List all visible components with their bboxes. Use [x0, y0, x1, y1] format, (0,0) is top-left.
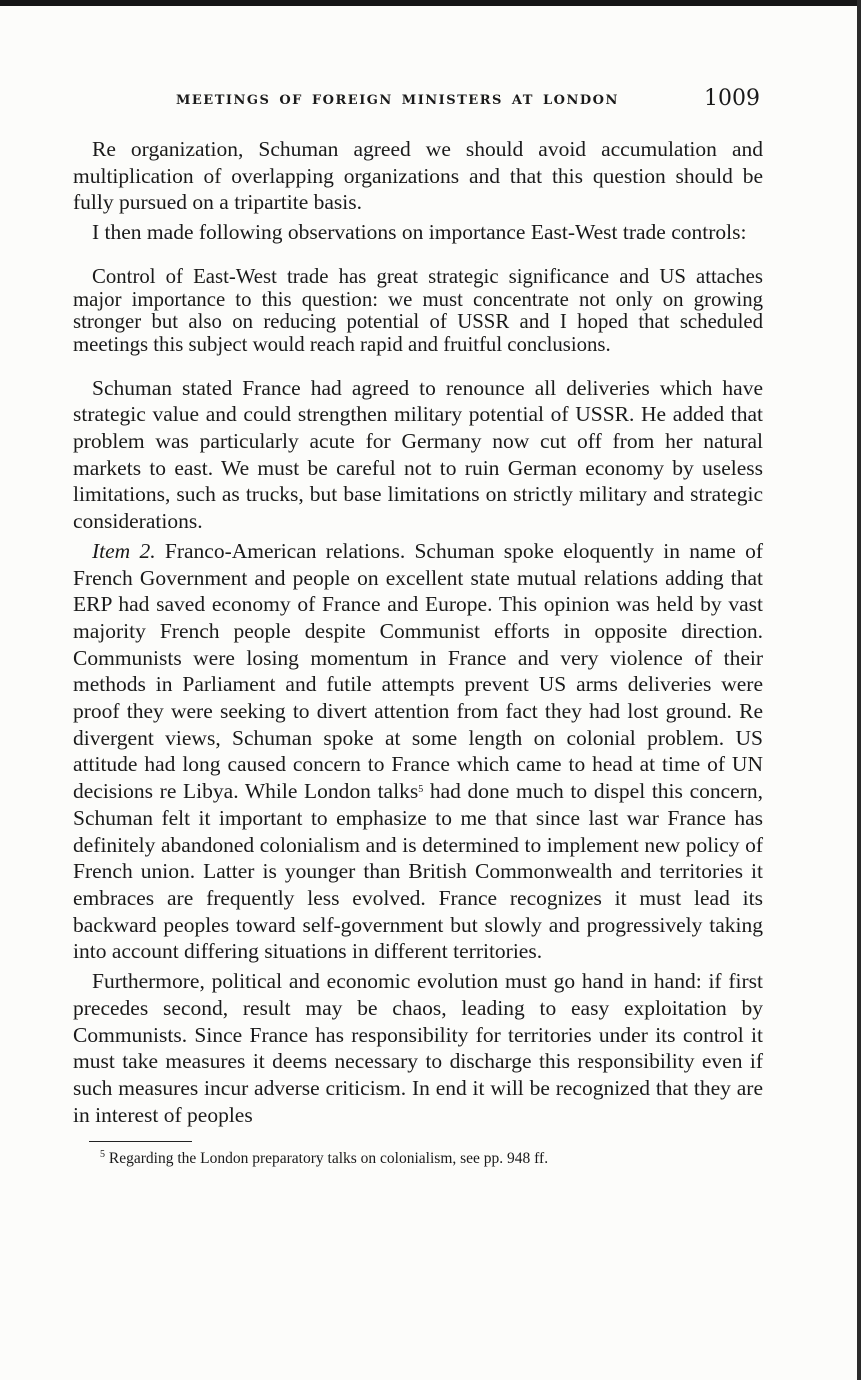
running-title: MEETINGS OF FOREIGN MINISTERS AT LONDON	[176, 93, 619, 108]
running-head	[73, 86, 763, 126]
page-number: 1009	[704, 86, 760, 111]
paragraph-schuman-deliveries: Schuman stated France had agreed to renounce all deliveries which have strategic value and could strengthen military potential of USSR. He added that problem was particularly acute for Germany now cut off from her natural markets to east. We must be careful not to ruin German economy by useless limitations, such as trucks, but base limitations on strictly military and strategic considerations.	[73, 375, 763, 534]
paragraph-observations-intro: I then made following observations on importance East-West trade controls:	[92, 220, 747, 245]
paragraph-evolution: Furthermore, political and economic evolution must go hand in hand: if first precedes second, result may be chaos, leading to easy exploitation by Communists. Since France has responsibility for territories under its control it must take measures it deems necessary to discharge this responsibility even if such measures incur adverse criticism. In end it will be recognized that they are in interest of peoples	[73, 969, 763, 1127]
footnote-marker: 5	[100, 1149, 105, 1161]
item-label: Item 2.	[92, 538, 156, 563]
paragraph-item-2	[73, 538, 763, 965]
block-quote-east-west-trade: Control of East-West trade has great strategic significance and US attaches major importance to this question: we must concentrate not only on growing stronger but also on reducing potential of USSR and I hoped that scheduled meetings this subject would reach rapid and fruitful conclusions.	[73, 264, 763, 356]
right-edge-shadow	[857, 0, 861, 1380]
top-edge-rule	[0, 0, 861, 6]
item-2-text-before-note: Franco-American relations. Schuman spoke eloquently in name of French Government and people on excellent state mutual relations adding that ERP had saved economy of France and Europe. This opinion was held by vast majority French people despite Communist efforts in opposite direction. Communists were losing momentum in France and very violence of their methods in Parliament and futile attempts prevent US arms deliveries were proof they were seeking to divert attention from fact they had lost ground. Re divergent views, Schuman spoke at some length on colonial problem. US attitude had long caused concern to France which came to head at time of UN decisions re Libya. While London talks	[73, 538, 763, 804]
footnote-reference: 5	[418, 784, 424, 796]
paragraph-organization: Re organization, Schuman agreed we should avoid accumulation and multiplication of overlapping organizations and that this question should be fully pursued on a tripartite basis.	[73, 137, 763, 215]
footnote-text: Regarding the London preparatory talks on colonialism, see pp. 948 ff.	[108, 1150, 549, 1168]
document-page	[73, 86, 763, 1169]
footnote	[100, 1149, 763, 1169]
footnote-rule	[89, 1141, 192, 1142]
item-2-text-after-note: had done much to dispel this concern, Schuman felt it important to emphasize to me that since last war France has definitely abandoned colonialism and is determined to implement new policy of French union. Latter is younger than British Commonwealth and territories it embraces are frequently less evolved. France recognizes it must lead its backward peoples toward self-government but slowly and progressively taking into account differing situations in different territories.	[73, 779, 763, 964]
